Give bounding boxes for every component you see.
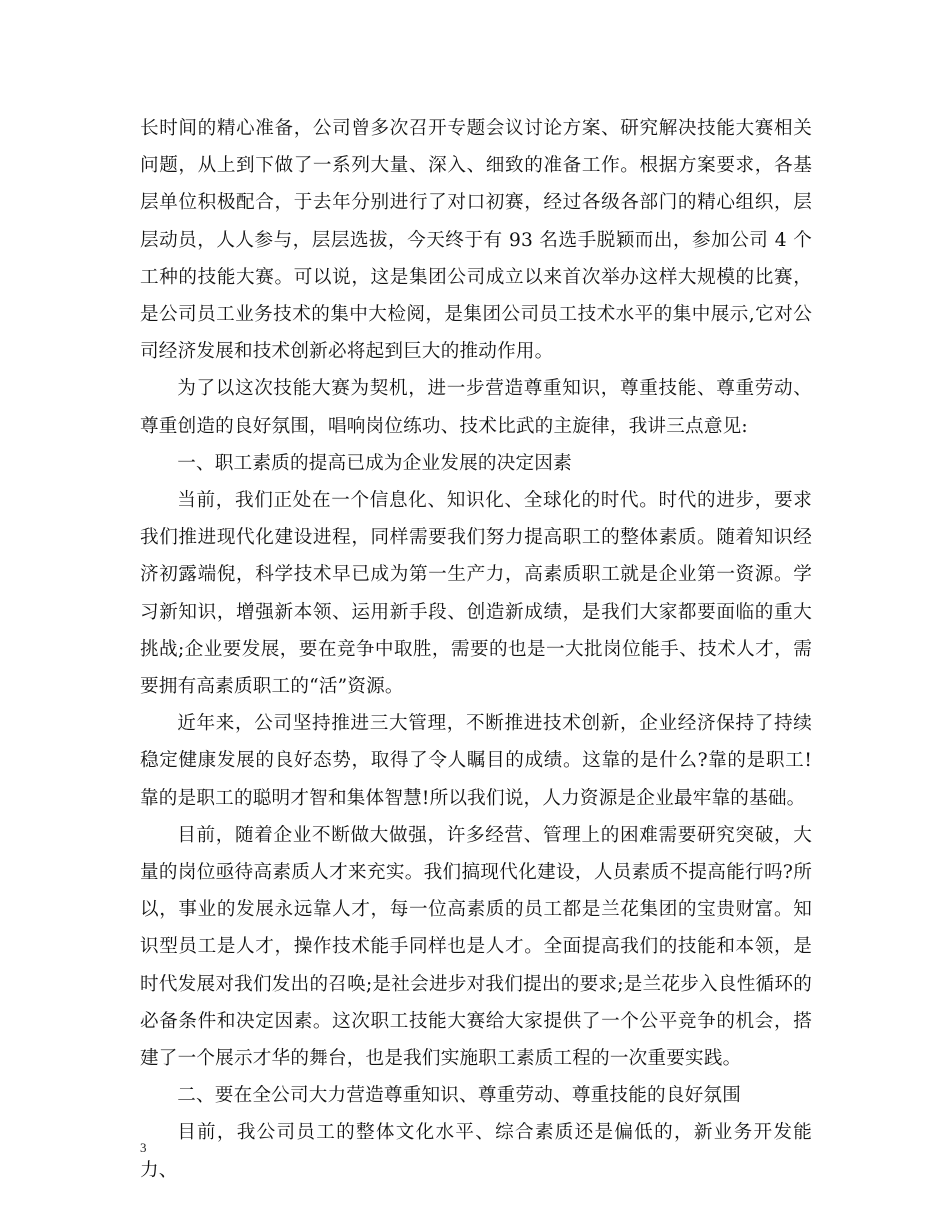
paragraph-recent-years: 近年来，公司坚持推进三大管理，不断推进技术创新，企业经济保持了持续稳定健康发展的良好态势，取得了令人瞩目的成绩。这靠的是什么?靠的是职工!靠的是职工的聪明才智和集体智慧!所以我们说，人力资源是企业最牢靠的基础。 <box>140 713 812 809</box>
paragraph-current-era: 当前，我们正处在一个信息化、知识化、全球化的时代。时代的进步，要求我们推进现代化建设进程，同样需要我们努力提高职工的整体素质。随着知识经济初露端倪，科学技术早已成为第一生产力，高素质职工就是企业第一资源。学习新知识，增强新本领、运用新手段、创造新成绩，是我们大家都要面临的重大挑战;企业要发展，要在竞争中取胜，需要的也是一大批岗位能手、技术人才，需要拥有高素质职工的“活”资源。 <box>140 490 812 698</box>
paragraph-continuation: 长时间的精心准备，公司曾多次召开专题会议讨论方案、研究解决技能大赛相关问题，从上到下做了一系列大量、深入、细致的准备工作。根据方案要求，各基层单位积极配合，于去年分别进行了对口初赛，经过各级各部门的精心组织，层层动员，人人参与，层层选拔，今天终于有 93 名选手脱颖而出，参加公司 4 个工种的技能大赛。可以说，这是集团公司成立以来首次举办这样大规模的比赛，是公司员工业务技术的集中大检阅，是集团公司员工技术水平的集中展示,它对公司经济发展和技术创新必将起到巨大的推动作用。 <box>140 118 812 363</box>
paragraph-intro-opinions: 为了以这次技能大赛为契机，进一步营造尊重知识，尊重技能、尊重劳动、尊重创造的良好氛围，唱响岗位练功、技术比武的主旋律，我讲三点意见: <box>140 378 812 437</box>
document-body <box>140 110 812 1189</box>
page-number: 3 <box>140 1140 147 1155</box>
paragraph-current-level: 目前，我公司员工的整体文化水平、综合素质还是偏低的，新业务开发能力、 <box>140 1122 812 1181</box>
section-heading-1: 一、职工素质的提高已成为企业发展的决定因素 <box>177 452 572 474</box>
section-heading-2: 二、要在全公司大力营造尊重知识、尊重劳动、尊重技能的良好氛围 <box>177 1085 742 1107</box>
paragraph-talent: 目前，随着企业不断做大做强，许多经营、管理上的困难需要研究突破，大量的岗位亟待高素质人才来充实。我们搞现代化建设，人员素质不提高能行吗?所以，事业的发展永远靠人才，每一位高素质的员工都是兰花集团的宝贵财富。知识型员工是人才，操作技术能手同样也是人才。全面提高我们的技能和本领，是时代发展对我们发出的召唤;是社会进步对我们提出的要求;是兰花步入良性循环的必备条件和决定因素。这次职工技能大赛给大家提供了一个公平竞争的机会，搭建了一个展示才华的舞台，也是我们实施职工素质工程的一次重要实践。 <box>140 824 812 1070</box>
